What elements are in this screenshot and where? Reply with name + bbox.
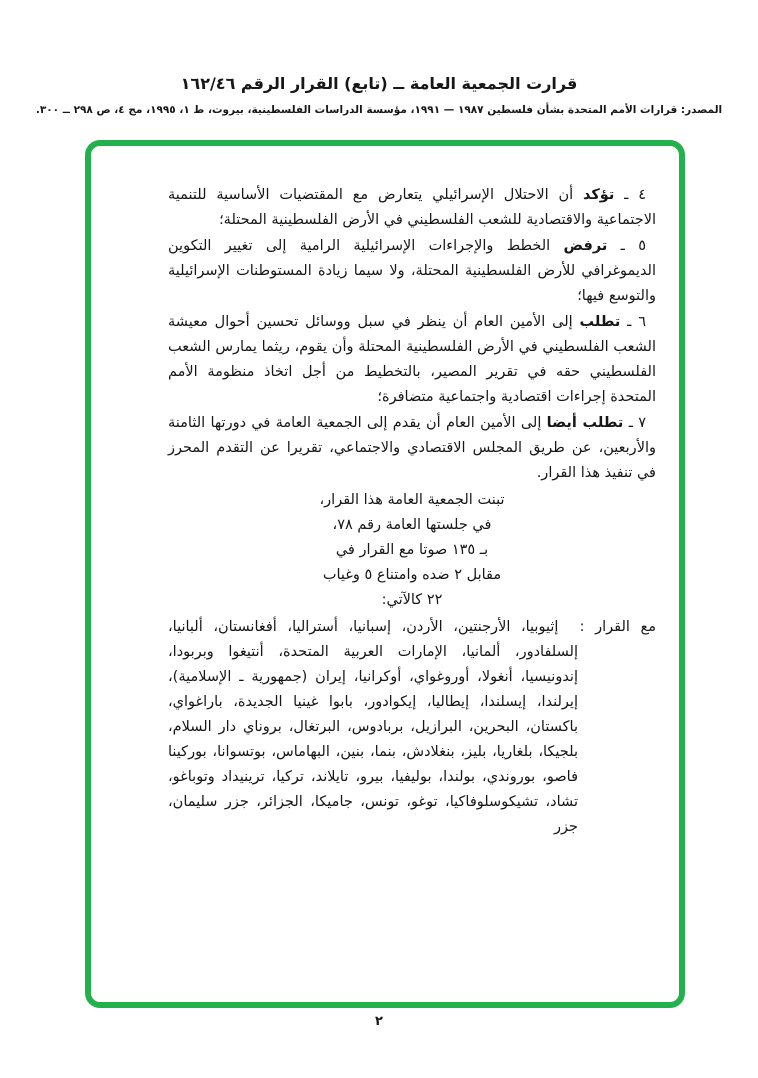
paragraph-text: الخطط والإجراءات الإسرائيلية الرامية إلى تغيير التكوين الديموغرافي للأرض الفلسطينية المحتلة، ولا سيما زيادة المستوطنات الإسرائيلية والتوسع فيها؛ [168, 238, 656, 304]
adoption-record [168, 488, 656, 613]
adoption-line: بـ ١٣٥ صوتا مع القرار في [335, 542, 489, 558]
paragraph-4 [168, 183, 656, 233]
adoption-line: في جلستها العامة رقم ٧٨، [332, 517, 492, 533]
paragraph-dash: ـ [620, 238, 625, 254]
page-number: ٢ [375, 1014, 383, 1029]
paragraph-5 [168, 234, 656, 309]
vote-with-label: مع القرار : [558, 619, 656, 635]
adoption-line: تبنت الجمعية العامة هذا القرار، [319, 492, 505, 508]
paragraph-6 [168, 310, 656, 410]
vote-with-countries: إثيوبيا، الأرجنتين، الأردن، إسبانيا، أستراليا، أفغانستان، ألبانيا، إلسلفادور، ألمانيا، الإمارات العربية المتحدة، أنتيغوا وبربودا، إندونيسيا، أنغولا، أوروغواي، أوكرانيا، إيران (جمهورية ـ الإسلامية)، إيرلندا، إيسلندا، إيطاليا، إيكوادور، بابوا غينيا الجديدة، باراغواي، باكستان، البحرين، البرازيل، بربادوس، البرتغال، بروناي دار السلام، بلجيكا، بلغاريا، بليز، بنغلادش، بنما، بنين، البهاماس، بوتسوانا، بوركينا فاصو، بوروندي، بولندا، بوليفيا، بيرو، تايلاند، تركيا، ترينيداد وتوباغو، تشاد، تشيكوسلوفاكيا، توغو، تونس، جاميكا، الجزائر، جزر سليمان، جزر [168, 619, 578, 835]
paragraph-number: ٤ [638, 187, 646, 203]
paragraph-lead-word: تطلب [579, 314, 621, 330]
paragraph-7 [168, 411, 656, 486]
adoption-line: مقابل ٢ ضده وامتناع ٥ وغياب [322, 567, 502, 583]
paragraph-lead-word: ترفض [563, 238, 608, 254]
resolution-body [168, 183, 656, 840]
paragraph-number: ٦ [638, 314, 647, 330]
paragraph-dash: ـ [628, 415, 633, 431]
paragraph-lead-word: تؤكد [582, 187, 615, 203]
paragraph-dash: ـ [624, 187, 629, 203]
vote-with-list [168, 615, 656, 840]
paragraph-text: أن الاحتلال الإسرائيلي يتعارض مع المقتضيات الأساسية للتنمية الاجتماعية والاقتصادية للشعب الفلسطيني في الأرض الفلسطينية المحتلة؛ [168, 187, 656, 228]
paragraph-lead-word: تطلب أيضا [546, 415, 624, 431]
paragraph-dash: ـ [627, 314, 632, 330]
source-citation: المصدر: قرارات الأمم المتحدة بشأن فلسطين ١٩٨٧ — ١٩٩١، مؤسسة الدراسات الفلسطينية، بيروت، ط ١، ١٩٩٥، مج ٤، ص ٢٩٨ ــ ٣٠٠. [35, 104, 723, 116]
paragraph-text: إلى الأمين العام أن يقدم إلى الجمعية العامة في دورتها الثامنة والأربعين، عن طريق المجلس الاقتصادي والاجتماعي، تقريرا عن التقدم المحرز في تنفيذ هذا القرار. [168, 415, 656, 481]
adoption-line: ٢٢ كالآتي: [381, 592, 443, 608]
paragraph-number: ٥ [638, 238, 647, 254]
page-title: قرارت الجمعية العامة ــ (تابع) القرار الرقم ١٦٢/٤٦ [180, 74, 578, 93]
paragraph-text: إلى الأمين العام أن ينظر في سبل ووسائل تحسين أحوال معيشة الشعب الفلسطيني في الأرض الفلسطينية المحتلة وأن يقوم، ريثما يمارس الشعب الفلسطيني حقه في تقرير المصير، بالتخطيط من أجل اتخاذ منظومة الأمم المتحدة إجراءات اقتصادية واجتماعية متضافرة؛ [168, 314, 656, 405]
paragraph-number: ٧ [638, 415, 647, 431]
